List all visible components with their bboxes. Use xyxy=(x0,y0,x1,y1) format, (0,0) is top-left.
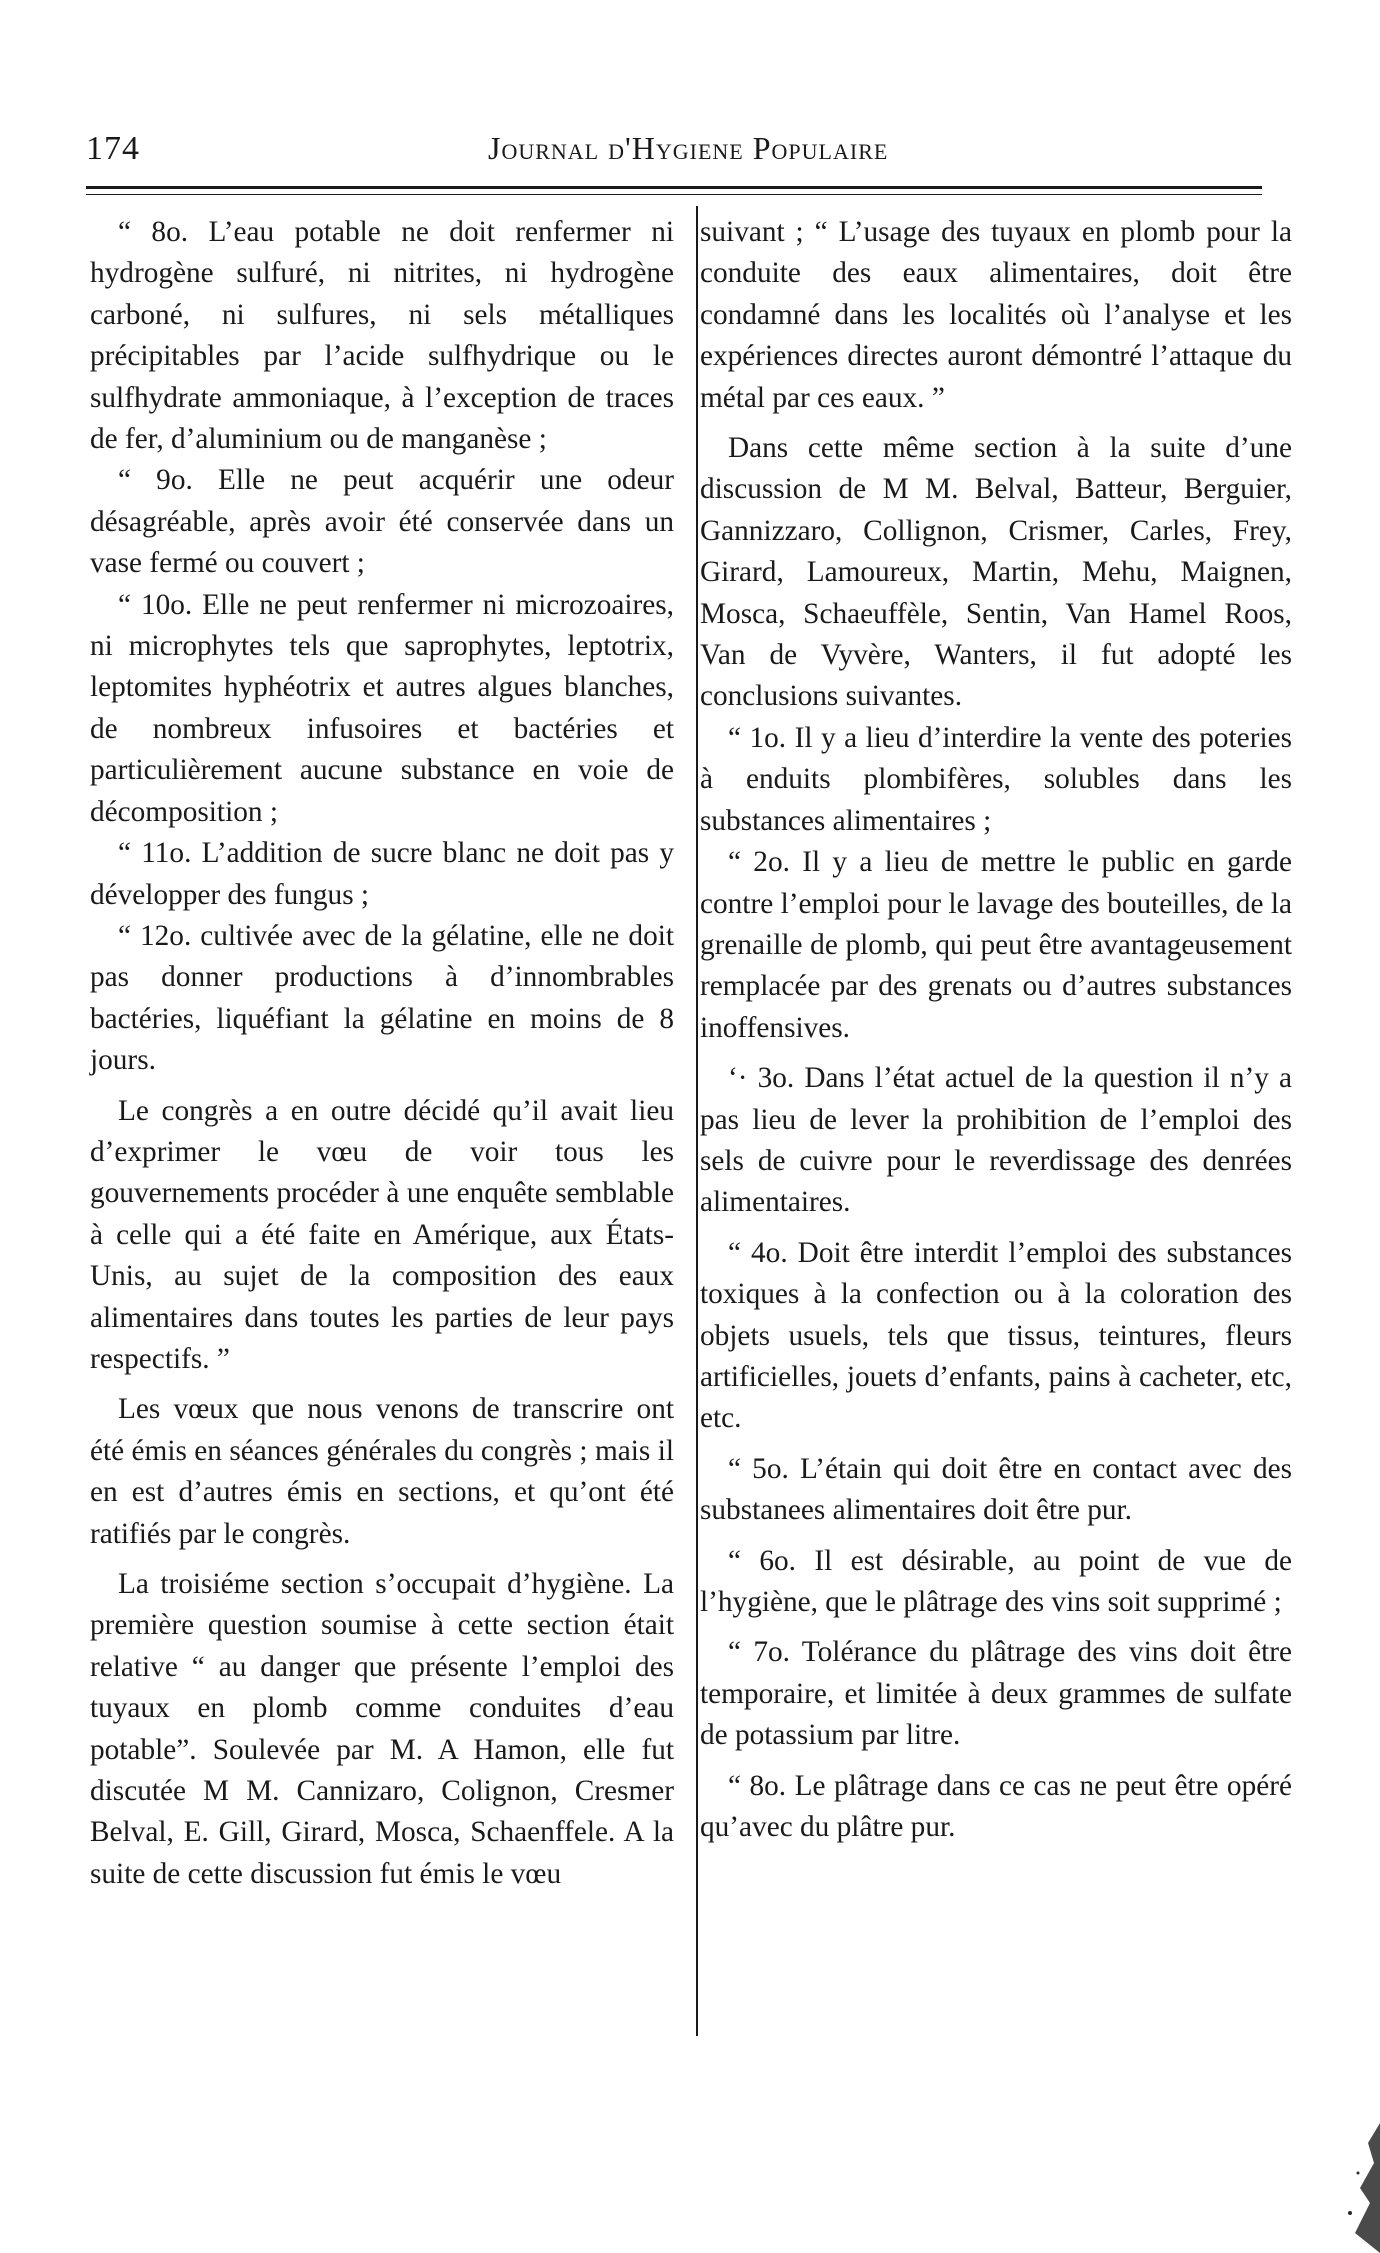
header-rule-thin xyxy=(86,194,1262,195)
left-column xyxy=(90,212,674,1895)
paragraph: “ 9o. Elle ne peut acquérir une odeur désagréable, après avoir été conservée dans un vase fermé ou couvert ; xyxy=(90,464,674,580)
paragraph: “ 5o. L’étain qui doit être en contact avec des substanees alimentaires doit être pur. xyxy=(700,1452,1292,1527)
page-number: 174 xyxy=(86,130,140,167)
paragraph: “ 1o. Il y a lieu d’interdire la vente des poteries à enduits plombifères, solubles dans les substances alimentaires ; xyxy=(700,721,1292,837)
paragraph: “ 10o. Elle ne peut renfermer ni microzoaires, ni microphytes tels que saprophytes, leptotrix, leptomites hyphéotrix et autres algues blanches, de nombreux infusoires et bactéries et particulièrement aucune substance en voie de décomposition ; xyxy=(90,588,674,828)
paragraph: “ 2o. Il y a lieu de mettre le public en garde contre l’emploi pour le lavage des bouteilles, de la grenaille de plomb, qui peut être avantageusement remplacée par des grenats ou d’autres substances inoffensives. xyxy=(700,846,1292,1044)
paragraph: Dans cette même section à la suite d’une discussion de M M. Belval, Batteur, Berguier, Gannizzaro, Collignon, Crismer, Carles, Frey, Girard, Lamoureux, Martin, Mehu, Maignen, Mosca, Schaeuffèle, Sentin, Van Hamel Roos, Van de Vyvère, Wanters, il fut adopté les conclusions suivantes. xyxy=(700,432,1292,713)
paragraph: “ 4o. Doit être interdit l’emploi des substances toxiques à la confection ou à la coloration des objets usuels, tels que tissus, teintures, fleurs artificielles, jouets d’enfants, pains à cacheter, etc, etc. xyxy=(700,1236,1292,1435)
paragraph: “ 8o. Le plâtrage dans ce cas ne peut être opéré qu’avec du plâtre pur. xyxy=(700,1769,1292,1844)
running-title: Journal d'Hygiene Populaire xyxy=(488,130,889,166)
paragraph: “ 6o. Il est désirable, au point de vue de l’hygiène, que le plâtrage des vins soit supprimé ; xyxy=(700,1544,1292,1618)
paragraph: La troisiéme section s’occupait d’hygiène. La première question soumise à cette section était relative “ au danger que présente l’emploi des tuyaux en plomb comme conduites d’eau potable”. Soulevée par M. A Hamon, elle fut discutée M M. Cannizaro, Colignon, Cresmer Belval, E. Gill, Girard, Mosca, Schaenffele. A la suite de cette discussion fut émis le vœu xyxy=(90,1568,674,1890)
page-header xyxy=(86,130,1262,180)
paragraph: Les vœux que nous venons de transcrire ont été émis en séances générales du congrès ; mais il en est d’autres émis en sections, et qu’ont été ratifiés par le congrès. xyxy=(90,1393,674,1550)
paragraph: “ 8o. L’eau potable ne doit renfermer ni hydrogène sulfuré, ni nitrites, ni hydrogène carboné, ni sulfures, ni sels métalliques précipitables par l’acide sulfhydrique ou le sulfhydrate ammoniaque, à l’exception de traces de fer, d’aluminium ou de manganèse ; xyxy=(90,216,674,456)
paragraph: “ 7o. Tolérance du plâtrage des vins doit être temporaire, et limitée à deux grammes de sulfate de potassium par litre. xyxy=(700,1636,1292,1752)
paragraph: “ 11o. L’addition de sucre blanc ne doit pas y développer des fungus ; xyxy=(90,837,674,911)
header-rule-thick xyxy=(86,186,1262,189)
column-divider xyxy=(696,206,698,2036)
paragraph: Le congrès a en outre décidé qu’il avait lieu d’exprimer le vœu de voir tous les gouvernements procéder à une enquête semblable à celle qui a été faite en Amérique, aux États-Unis, au sujet de la composition des eaux alimentaires dans toutes les parties de leur pays respectifs. ” xyxy=(90,1094,674,1375)
paragraph: “ 12o. cultivée avec de la gélatine, elle ne doit pas donner productions à d’innombrables bactéries, liquéfiant la gélatine en moins de 8 jours. xyxy=(90,919,674,1077)
right-column xyxy=(700,212,1292,1848)
paragraph: suivant ; “ L’usage des tuyaux en plomb pour la conduite des eaux alimentaires, doit être condamné dans les localités où l’analyse et les expériences directes auront démontré l’attaque du métal par ces eaux. ” xyxy=(700,216,1292,414)
paragraph: ‘· 3o. Dans l’état actuel de la question il n’y a pas lieu de lever la prohibition de l’emploi des sels de cuivre pour le reverdissage des denrées alimentaires. xyxy=(700,1062,1292,1219)
scan-speckle-mark xyxy=(1310,2103,1380,2253)
